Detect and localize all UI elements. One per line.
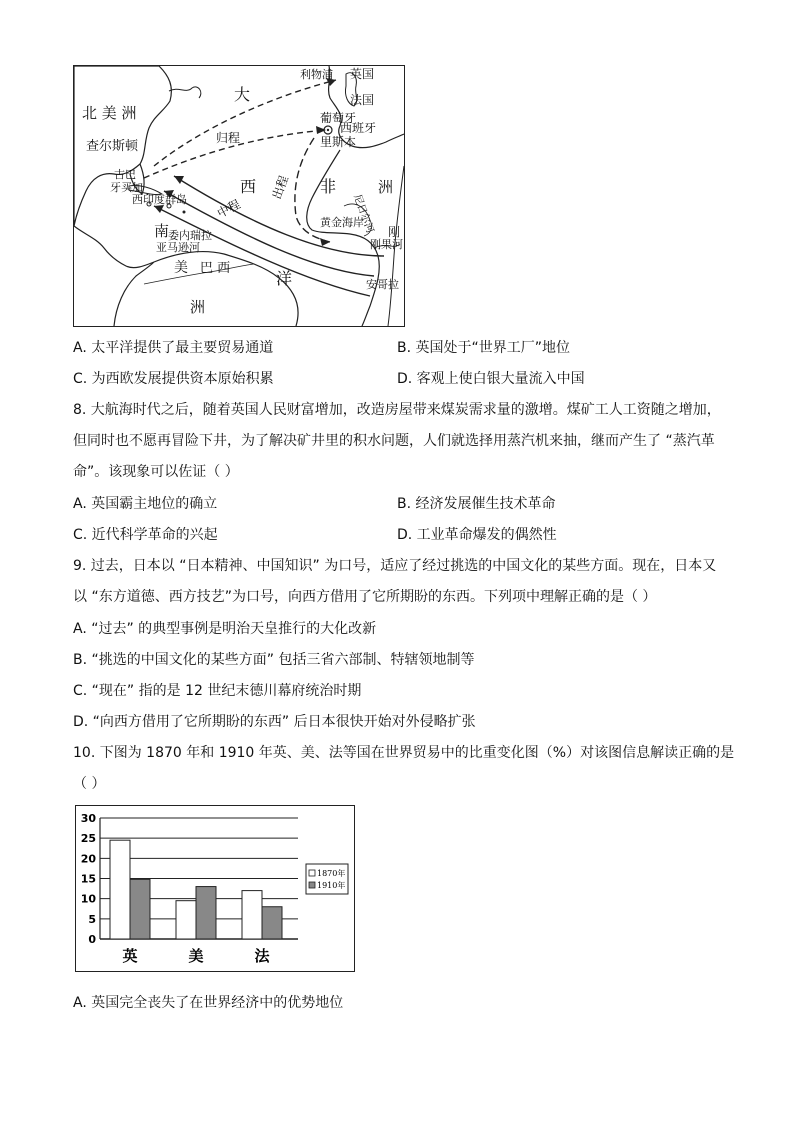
label-fei: 非 bbox=[320, 177, 337, 196]
q8-option-b: B. 经济发展催生技术革命 bbox=[397, 496, 556, 512]
map-svg bbox=[74, 66, 404, 326]
label-zhou: 洲 bbox=[190, 298, 206, 316]
bar bbox=[262, 907, 282, 939]
q10-stem-line2: （ ） bbox=[73, 776, 106, 792]
y-tick-label: 20 bbox=[80, 852, 96, 866]
q8-option-a: A. 英国霸主地位的确立 bbox=[73, 496, 218, 512]
label-yang: 洋 bbox=[276, 269, 293, 288]
legend-label: 1870年 bbox=[317, 869, 346, 878]
legend-label: 1910年 bbox=[317, 881, 346, 890]
q9-option-c: C. “现在” 指的是 12 世纪末德川幕府统治时期 bbox=[73, 683, 362, 699]
label-spain: 西班牙 bbox=[340, 121, 377, 135]
arrow-head bbox=[174, 176, 184, 184]
lisbon-dot bbox=[327, 129, 329, 131]
south-america-west bbox=[114, 262, 154, 326]
bar bbox=[242, 891, 262, 939]
arrow-head bbox=[320, 238, 330, 246]
x-tick-label: 英 bbox=[122, 947, 138, 965]
bar bbox=[196, 887, 216, 939]
label-middle: 中程 bbox=[214, 197, 243, 221]
label-niger: 尼日尔河 bbox=[351, 193, 376, 235]
label-outbound: 出程 bbox=[269, 173, 292, 202]
label-charleston: 查尔斯顿 bbox=[86, 139, 139, 154]
q9-stem-line2: 以 “东方道德、西方技艺”为口号，向西方借用了它所期盼的东西。下列项中理解正确的是（ ） bbox=[73, 589, 657, 605]
great-lakes bbox=[169, 87, 201, 98]
trade-share-chart bbox=[75, 805, 355, 972]
central-america-coast bbox=[74, 226, 154, 268]
label-france: 法国 bbox=[350, 93, 375, 107]
label-brazil: 巴 西 bbox=[200, 261, 231, 276]
q10-stem-line1: 10. 下图为 1870 年和 1910 年英、美、法等国在世界贸易中的比重变化图（%）对该图信息解读正确的是 bbox=[73, 745, 735, 761]
q8-option-d: D. 工业革命爆发的偶然性 bbox=[397, 527, 557, 543]
slave-trade-map bbox=[73, 65, 405, 327]
bar bbox=[176, 901, 196, 939]
label-cuba: 古巴 bbox=[114, 168, 136, 181]
label-xi: 西 bbox=[240, 177, 257, 196]
legend-swatch bbox=[309, 870, 315, 876]
legend-swatch bbox=[309, 882, 315, 888]
q7-option-d: D. 客观上使白银大量流入中国 bbox=[397, 371, 585, 387]
label-mei: 美 bbox=[174, 260, 188, 276]
y-tick-label: 25 bbox=[80, 832, 96, 846]
amazon-river bbox=[144, 264, 254, 284]
chart-svg bbox=[76, 806, 354, 971]
label-north-america: 北 美 洲 bbox=[82, 104, 137, 122]
x-tick-label: 美 bbox=[188, 947, 204, 965]
y-tick-label: 15 bbox=[80, 872, 96, 886]
q7-option-c: C. 为西欧发展提供资本原始积累 bbox=[73, 371, 274, 387]
label-return: 归程 bbox=[216, 131, 241, 145]
y-tick-label: 10 bbox=[80, 892, 96, 906]
label-jamaica: 牙买加 bbox=[110, 181, 143, 194]
q9-option-b: B. “挑选的中国文化的某些方面” 包括三省六部制、特辖领地制等 bbox=[73, 652, 475, 668]
label-portugal: 葡萄牙 bbox=[320, 111, 357, 125]
q9-stem-line1: 9. 过去，日本以 “日本精神、中国知识” 为口号，适应了经过挑选的中国文化的某些方面。现在，日本又 bbox=[73, 558, 717, 574]
bar bbox=[130, 879, 150, 939]
q9-option-a: A. “过去” 的典型事例是明治天皇推行的大化改新 bbox=[73, 621, 377, 637]
y-tick-label: 5 bbox=[88, 912, 96, 926]
label-da: 大 bbox=[234, 85, 251, 104]
q9-option-d: D. “向西方借用了它所期盼的东西” 后日本很快开始对外侵略扩张 bbox=[73, 714, 476, 730]
y-tick-label: 30 bbox=[80, 812, 96, 825]
q10-option-a: A. 英国完全丧失了在世界经济中的优势地位 bbox=[73, 995, 344, 1011]
island-dot bbox=[183, 211, 186, 214]
label-liverpool: 利物浦 bbox=[300, 68, 333, 81]
q8-option-c: C. 近代科学革命的兴起 bbox=[73, 527, 218, 543]
label-amazon: 亚马逊河 bbox=[156, 241, 200, 254]
arrow-head bbox=[154, 205, 164, 213]
x-tick-label: 法 bbox=[254, 947, 270, 965]
q8-stem-line2: 但同时也不愿再冒险下井，为了解决矿井里的积水问题，人们就选择用蒸汽机来抽，继而产生了 “蒸汽革 bbox=[73, 433, 715, 449]
label-lisbon: 里斯本 bbox=[320, 135, 357, 149]
y-tick-label: 0 bbox=[88, 933, 96, 946]
label-venezuela: 委内瑞拉 bbox=[168, 229, 212, 242]
label-west-indies: 西印度群岛 bbox=[132, 193, 187, 206]
q8-stem-line1: 8. 大航海时代之后，随着英国人民财富增加，改造房屋带来煤炭需求量的激增。煤矿工人工资随之增加， bbox=[73, 402, 721, 418]
q8-stem-line3: 命”。该现象可以佐证（ ） bbox=[73, 464, 239, 480]
bar bbox=[110, 840, 130, 939]
q7-option-a: A. 太平洋提供了最主要贸易通道 bbox=[73, 340, 274, 356]
label-gang: 刚 bbox=[388, 225, 401, 239]
label-congo: 刚果河 bbox=[370, 238, 403, 251]
label-gold-coast: 黄金海岸 bbox=[320, 216, 364, 229]
q7-option-b: B. 英国处于“世界工厂”地位 bbox=[397, 340, 571, 356]
label-angola: 安哥拉 bbox=[366, 278, 399, 291]
label-nan: 南 bbox=[154, 222, 170, 240]
label-england: 英国 bbox=[350, 67, 375, 81]
label-africa-zhou: 洲 bbox=[378, 178, 394, 196]
